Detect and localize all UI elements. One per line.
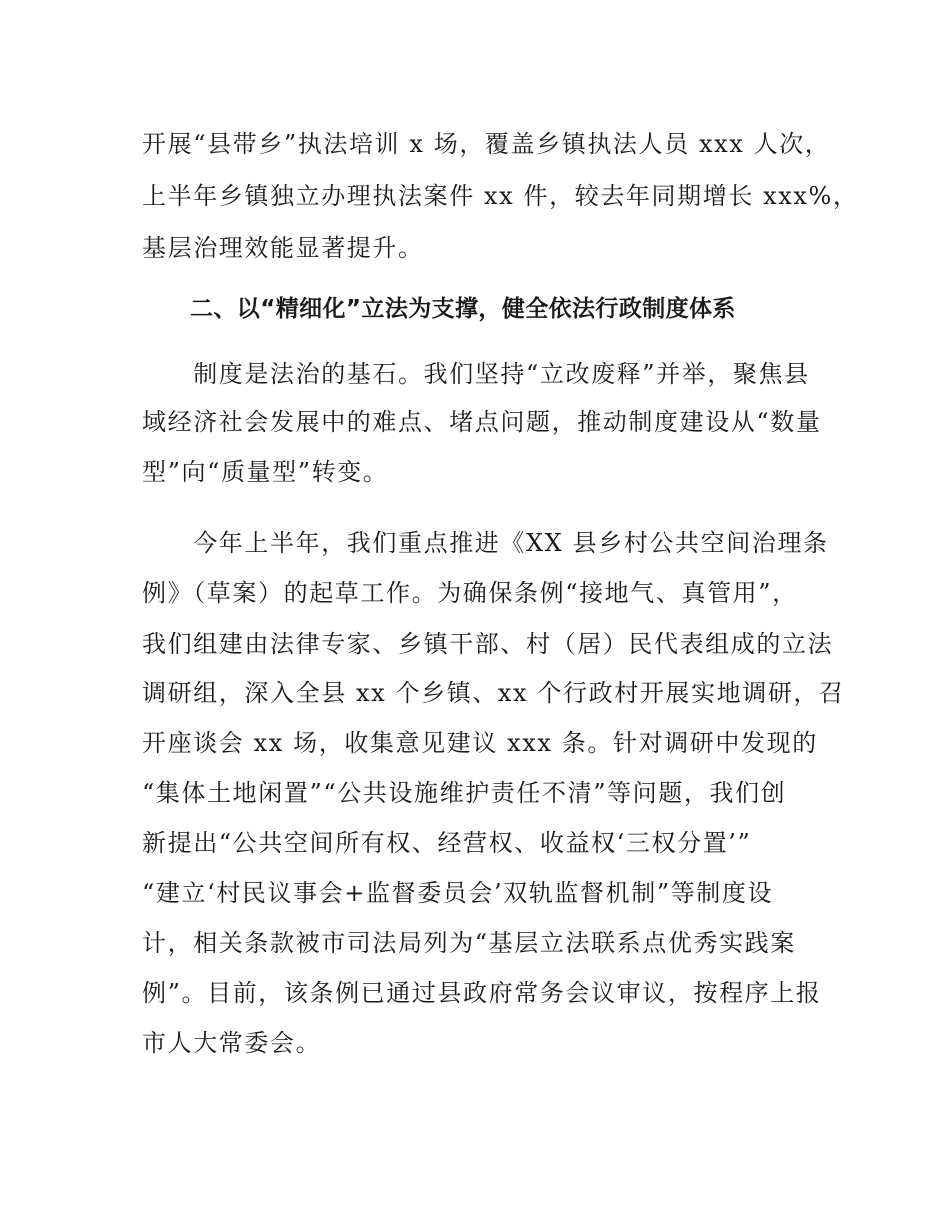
section-heading: 二、以“精细化”立法为支撑，健全依法行政制度体系 — [190, 296, 736, 322]
paragraph-3-line-2: 例》（草案）的起草工作。为确保条例“接地气、真管用”， — [142, 579, 798, 607]
paragraph-1-line-2: 上半年乡镇独立办理执法案件 xx 件，较去年同期增长 xxx%， — [142, 182, 859, 210]
paragraph-3-line-9: 计，相关条款被市司法局列为“基层立法联系点优秀实践案 — [142, 929, 796, 957]
paragraph-2-line-1: 制度是法治的基石。我们坚持“立改废释”并举，聚焦县 — [142, 360, 810, 388]
paragraph-3-line-11: 市人大常委会。 — [142, 1029, 322, 1057]
paragraph-3-line-4: 调研组，深入全县 xx 个乡镇、xx 个行政村开展实地调研，召 — [142, 679, 845, 707]
paragraph-3-line-1: 今年上半年，我们重点推进《XX 县乡村公共空间治理条 — [142, 529, 829, 557]
paragraph-2-line-2: 域经济社会发展中的难点、堵点问题，推动制度建设从“数量 — [142, 408, 822, 436]
paragraph-1-line-3: 基层治理效能显著提升。 — [142, 234, 424, 262]
paragraph-2-line-3: 型”向“质量型”转变。 — [142, 458, 389, 486]
paragraph-1-line-1: 开展“县带乡”执法培训 x 场，覆盖乡镇执法人员 xxx 人次， — [142, 130, 831, 158]
paragraph-3-line-5: 开座谈会 xx 场，收集意见建议 xxx 条。针对调研中发现的 — [142, 729, 818, 757]
paragraph-3-line-10: 例”。目前，该条例已通过县政府常务会议审议，按程序上报 — [142, 979, 822, 1007]
paragraph-3-line-3: 我们组建由法律专家、乡镇干部、村（居）民代表组成的立法 — [142, 630, 834, 658]
paragraph-3-line-7: 新提出“公共空间所有权、经营权、收益权‘三权分置’” — [142, 829, 752, 857]
paragraph-3-line-6: “集体土地闲置”“公共设施维护责任不清”等问题，我们创 — [142, 779, 787, 807]
paragraph-3-line-8: “建立‘村民议事会+监督委员会’双轨监督机制”等制度设 — [142, 879, 774, 907]
